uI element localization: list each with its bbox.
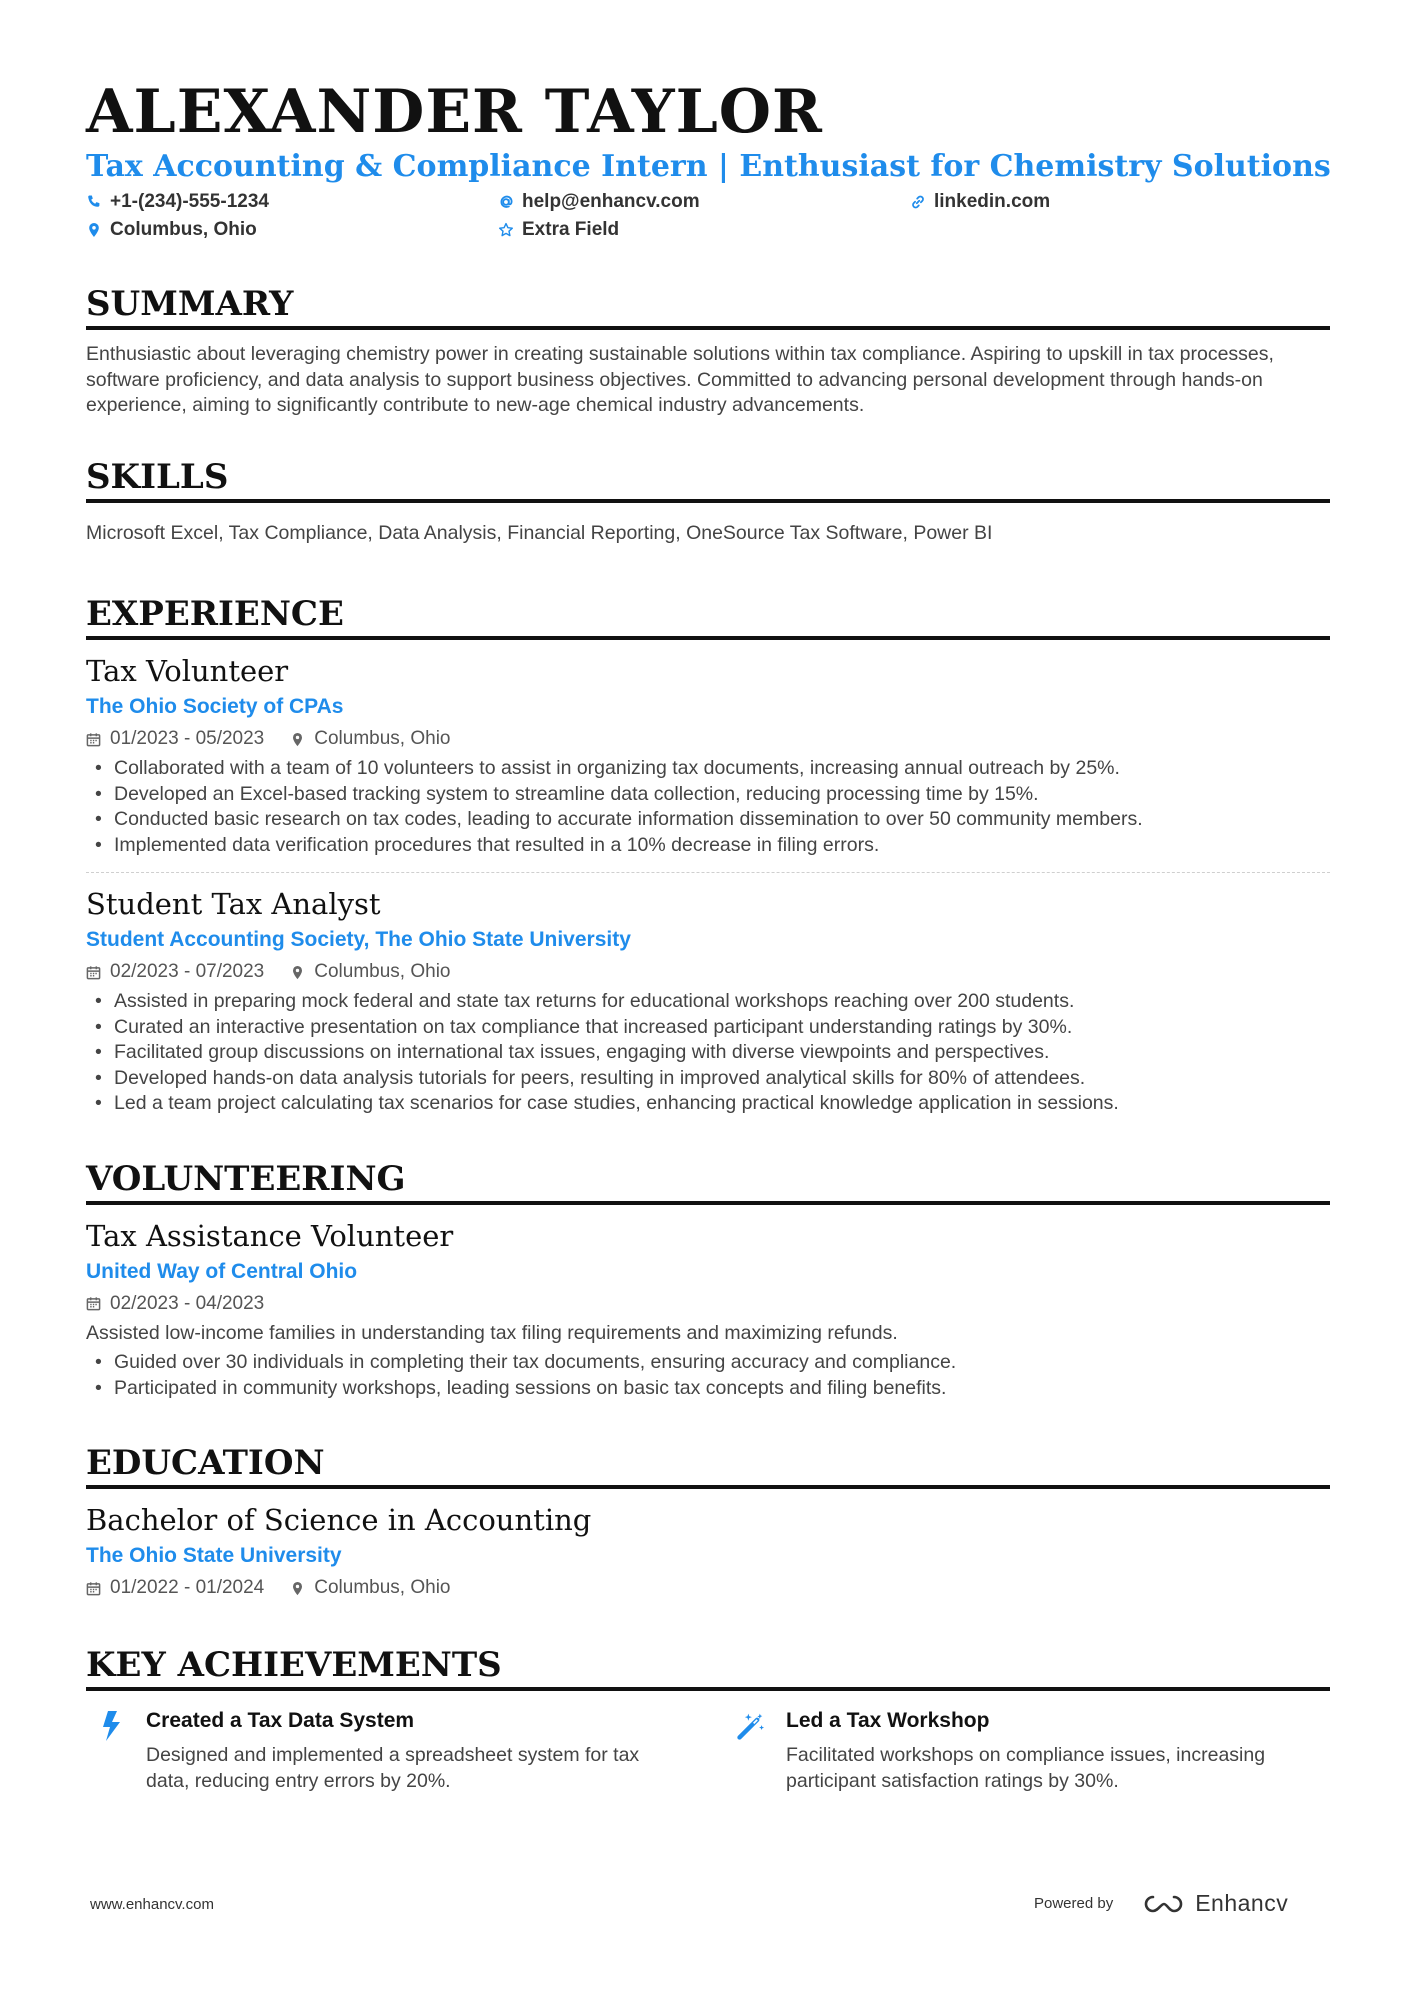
achievements-section bbox=[86, 1645, 1330, 1794]
achievement-item bbox=[86, 1707, 726, 1794]
contact-email[interactable] bbox=[498, 190, 910, 214]
achievement-title: Created a Tax Data System bbox=[146, 1709, 415, 1732]
contact-phone[interactable] bbox=[86, 190, 498, 214]
bullet-item: • Participated in community workshops, leading sessions on basic tax concepts and filing benefits. bbox=[86, 1376, 1330, 1402]
achievements-grid bbox=[86, 1707, 1330, 1794]
skills-text: Microsoft Excel, Tax Compliance, Data Analysis, Financial Reporting, OneSource Tax Software, Power BI bbox=[86, 521, 993, 544]
location-pin-icon bbox=[290, 965, 305, 980]
education-location-text: Columbus, Ohio bbox=[314, 1577, 451, 1598]
education-heading: EDUCATION bbox=[86, 1443, 1330, 1489]
job-location bbox=[290, 726, 450, 752]
employer-name: Student Accounting Society, The Ohio State University bbox=[86, 928, 631, 951]
resume-page bbox=[86, 78, 1330, 1794]
job-location-text: Columbus, Ohio bbox=[314, 728, 451, 749]
volunteering-entry bbox=[86, 1205, 1330, 1402]
employer-name: The Ohio Society of CPAs bbox=[86, 695, 344, 718]
achievement-item bbox=[726, 1707, 1330, 1794]
calendar-icon bbox=[86, 965, 101, 980]
job-dates: 01/2023 - 05/2023 bbox=[110, 728, 265, 749]
extra-text: Extra Field bbox=[522, 219, 620, 240]
link-icon bbox=[910, 194, 926, 210]
summary-heading: SUMMARY bbox=[86, 284, 1330, 330]
lightning-bolt-icon bbox=[86, 1707, 146, 1794]
skills-section bbox=[86, 457, 1330, 547]
resume-header bbox=[86, 78, 1330, 242]
job-location-text: Columbus, Ohio bbox=[314, 961, 451, 982]
bullet-item: • Led a team project calculating tax scenarios for case studies, enhancing practical knowledge application in sessions. bbox=[86, 1091, 1330, 1117]
job-bullets bbox=[86, 756, 1330, 858]
brand-logo[interactable] bbox=[1139, 1890, 1288, 1917]
calendar-icon bbox=[86, 1296, 101, 1311]
experience-section bbox=[86, 594, 1330, 1117]
job-title: Tax Volunteer bbox=[86, 654, 289, 688]
achievement-description: Designed and implemented a spreadsheet system for tax data, reducing entry errors by 20%. bbox=[146, 1744, 640, 1792]
calendar-icon bbox=[86, 1581, 101, 1596]
contact-info bbox=[86, 190, 1330, 242]
contact-linkedin[interactable] bbox=[910, 190, 1330, 214]
school-name: The Ohio State University bbox=[86, 1544, 342, 1567]
bullet-item: • Implemented data verification procedures that resulted in a 10% decrease in filing errors. bbox=[86, 833, 1330, 859]
volunteer-meta bbox=[86, 1291, 1330, 1317]
location-pin-icon bbox=[290, 732, 305, 747]
phone-icon bbox=[86, 194, 102, 210]
job-dates: 02/2023 - 07/2023 bbox=[110, 961, 265, 982]
volunteer-bullets bbox=[86, 1350, 1330, 1401]
bullet-item: • Guided over 30 individuals in completing their tax documents, ensuring accuracy and compliance. bbox=[86, 1350, 1330, 1376]
summary-text: Enthusiastic about leveraging chemistry power in creating sustainable solutions within tax compliance. Aspiring to upskill in tax processes, software proficiency, and data analysis to support business objectives. Committed to advancing personal development through hands-on experience, aiming to significantly contribute to new-age chemical industry advancements. bbox=[86, 343, 1274, 416]
location-pin-icon bbox=[290, 1581, 305, 1596]
magic-wand-icon bbox=[726, 1707, 786, 1794]
volunteer-dates: 02/2023 - 04/2023 bbox=[110, 1292, 265, 1314]
experience-heading: EXPERIENCE bbox=[86, 594, 1330, 640]
bullet-item: • Developed an Excel-based tracking system to streamline data collection, reducing processing time by 15%. bbox=[86, 782, 1330, 808]
achievement-title: Led a Tax Workshop bbox=[786, 1709, 990, 1732]
degree-title: Bachelor of Science in Accounting bbox=[86, 1503, 592, 1537]
at-sign-icon bbox=[498, 194, 514, 210]
education-location bbox=[290, 1575, 450, 1601]
education-section bbox=[86, 1443, 1330, 1601]
star-icon bbox=[498, 222, 514, 238]
footer-website[interactable]: www.enhancv.com bbox=[90, 1896, 214, 1913]
location-pin-icon bbox=[86, 222, 102, 238]
education-meta bbox=[86, 1575, 1330, 1601]
contact-extra bbox=[498, 218, 910, 242]
volunteer-role: Tax Assistance Volunteer bbox=[86, 1218, 454, 1253]
education-entry bbox=[86, 1489, 1330, 1601]
job-title: Student Tax Analyst bbox=[86, 887, 381, 921]
bullet-item: • Assisted in preparing mock federal and state tax returns for educational workshops reaching over 200 students. bbox=[86, 989, 1330, 1015]
volunteering-section bbox=[86, 1159, 1330, 1402]
candidate-title: Tax Accounting & Compliance Intern | Enthusiast for Chemistry Solutions bbox=[86, 149, 1331, 184]
job-bullets bbox=[86, 989, 1330, 1117]
brand-name: Enhancv bbox=[1195, 1890, 1289, 1916]
bullet-item: • Developed hands-on data analysis tutorials for peers, resulting in improved analytical skills for 80% of attendees. bbox=[86, 1066, 1330, 1092]
linkedin-text: linkedin.com bbox=[934, 191, 1051, 212]
job-location bbox=[290, 959, 450, 985]
achievement-description: Facilitated workshops on compliance issues, increasing participant satisfaction ratings by 30%. bbox=[786, 1744, 1266, 1792]
phone-text: +1-(234)-555-1234 bbox=[110, 191, 269, 212]
email-text: help@enhancv.com bbox=[522, 191, 700, 212]
job-meta bbox=[86, 959, 1330, 985]
bullet-item: • Conducted basic research on tax codes, leading to accurate information dissemination to over 50 community members. bbox=[86, 807, 1330, 833]
experience-entry bbox=[86, 640, 1330, 858]
bullet-item: • Collaborated with a team of 10 volunteers to assist in organizing tax documents, increasing annual outreach by 25%. bbox=[86, 756, 1330, 782]
volunteer-description: Assisted low-income families in understanding tax filing requirements and maximizing refunds. bbox=[86, 1321, 898, 1344]
contact-location bbox=[86, 218, 498, 242]
achievements-heading: KEY ACHIEVEMENTS bbox=[86, 1645, 1330, 1691]
enhancv-logo-icon bbox=[1139, 1891, 1187, 1917]
experience-entry bbox=[86, 872, 1330, 1117]
job-meta bbox=[86, 726, 1330, 752]
volunteer-org: United Way of Central Ohio bbox=[86, 1259, 358, 1283]
bullet-item: • Curated an interactive presentation on tax compliance that increased participant understanding ratings by 30%. bbox=[86, 1015, 1330, 1041]
powered-by-label: Powered by bbox=[1034, 1895, 1114, 1912]
candidate-name: ALEXANDER TAYLOR bbox=[86, 77, 823, 147]
volunteering-heading: VOLUNTEERING bbox=[86, 1159, 1330, 1205]
summary-section bbox=[86, 284, 1330, 419]
location-text: Columbus, Ohio bbox=[110, 219, 257, 240]
calendar-icon bbox=[86, 732, 101, 747]
bullet-item: • Facilitated group discussions on international tax issues, engaging with diverse viewpoints and perspectives. bbox=[86, 1040, 1330, 1066]
education-dates: 01/2022 - 01/2024 bbox=[110, 1577, 265, 1598]
footer-branding bbox=[1034, 1890, 1288, 1917]
skills-heading: SKILLS bbox=[86, 457, 1330, 503]
